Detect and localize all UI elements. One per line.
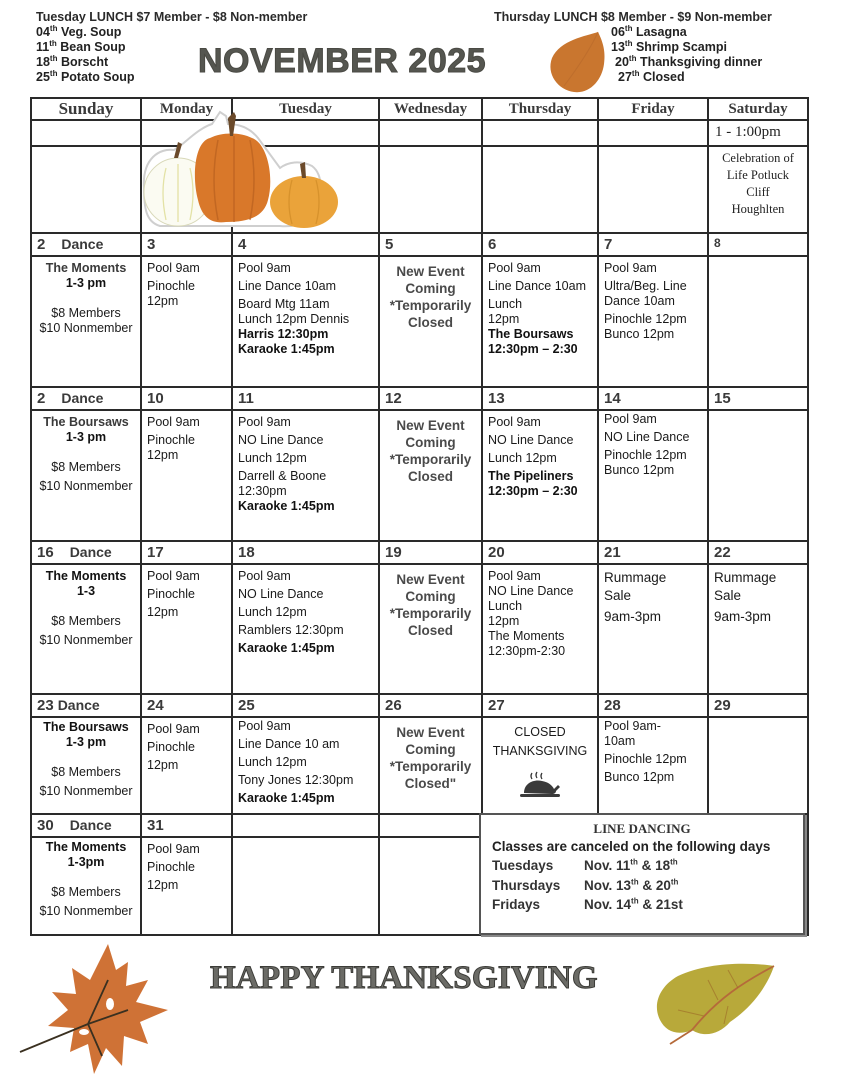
- lunch-item: 06th Lasagna: [611, 23, 687, 39]
- day-events: Pool 9am NO Line Dance Lunch 12pm Darrell & Boone 12:30pm Karaoke 1:45pm: [238, 415, 335, 513]
- day-number: 7: [604, 236, 613, 253]
- line-dancing-notice: [479, 813, 805, 935]
- lunch-item: 20th Thanksgiving dinner: [615, 53, 763, 69]
- day-events: Pool 9am NO Line Dance Pinochle 12pm Bunco 12pm: [604, 412, 690, 477]
- maple-leaf-icon: [18, 940, 178, 1076]
- tuesday-lunch-header: Tuesday LUNCH $7 Member - $8 Non-member: [36, 10, 308, 24]
- day-number: 17: [147, 544, 164, 561]
- day-events: Rummage Sale 9am-3pm: [604, 570, 667, 624]
- page-title: NOVEMBER 2025: [198, 42, 487, 80]
- lunch-item: 27th Closed: [618, 68, 685, 84]
- saturday-1-time: 1 - 1:00pm: [715, 124, 781, 140]
- leaf-icon: [546, 30, 608, 96]
- day-number: 27: [488, 697, 505, 714]
- thursday-lunch-menu: [494, 10, 772, 85]
- notice-row: Tuesdays Nov. 11th & 18th: [492, 857, 678, 873]
- roast-turkey-icon: [518, 769, 562, 799]
- yellow-leaf-icon: [648, 960, 778, 1046]
- thanksgiving-closed: CLOSED THANKSGIVING: [483, 718, 597, 809]
- day-number: 14: [604, 390, 621, 407]
- dance-event: The Moments 1-3 pm $8 Members $10 Nonmember: [39, 261, 133, 335]
- thursday-lunch-header: Thursday LUNCH $8 Member - $9 Non-member: [494, 10, 772, 24]
- day-number: 4: [238, 236, 247, 253]
- day-number: 8: [714, 236, 721, 250]
- day-events: Pool 9am- 10am Pinochle 12pm Bunco 12pm: [604, 719, 687, 784]
- day-number: 25: [238, 697, 255, 714]
- lunch-item: 13th Shrimp Scampi: [611, 38, 727, 54]
- saturday-1-event: Celebration of Life Potluck Cliff Houghlten: [722, 151, 794, 216]
- notice-row: Thursdays Nov. 13th & 20th: [492, 877, 679, 893]
- week-2-date-row: [31, 387, 808, 410]
- day-number: 13: [488, 390, 505, 407]
- day-number: 28: [604, 697, 621, 714]
- day-number: 26: [385, 697, 402, 714]
- day-number: 11: [238, 390, 254, 407]
- day-number: 16 Dance: [37, 544, 112, 561]
- weekday-tuesday: Tuesday: [232, 98, 379, 120]
- day-number: 23 Dance: [37, 697, 100, 714]
- day-events: Pool 9am Pinochle 12pm: [147, 415, 200, 462]
- day-events: Pool 9am Pinochle 12pm: [147, 569, 200, 619]
- weekday-friday: Friday: [598, 98, 708, 120]
- day-events: Pool 9am Line Dance 10am Board Mtg 11am Lunch 12pm Dennis Harris 12:30pm Karaoke 1:45pm: [238, 261, 350, 356]
- day-number: 3: [147, 236, 156, 253]
- day-events: Rummage Sale 9am-3pm: [714, 570, 777, 624]
- weekday-sunday: Sunday: [31, 98, 141, 120]
- week-1-date-row: [31, 233, 808, 256]
- day-number: 2 Dance: [37, 236, 104, 253]
- wednesday-notice: New Event Coming *Temporarily Closed: [389, 264, 472, 330]
- dance-event: The Moments 1-3 $8 Members $10 Nonmember: [39, 569, 133, 647]
- dance-event: The Moments 1-3pm $8 Members $10 Nonmember: [39, 840, 133, 918]
- day-number: 30 Dance: [37, 817, 112, 834]
- dance-event: The Boursaws 1-3 pm $8 Members $10 Nonmember: [39, 415, 133, 493]
- week-1-content-row: [31, 256, 808, 387]
- day-events: Pool 9am Line Dance 10 am Lunch 12pm Tony Jones 12:30pm Karaoke 1:45pm: [238, 719, 354, 805]
- day-events: Pool 9am Pinochle 12pm: [147, 722, 200, 772]
- day-events: Pool 9am NO Line Dance Lunch 12pm The Pipeliners 12:30pm – 2:30: [488, 415, 578, 498]
- weekday-wednesday: Wednesday: [379, 98, 482, 120]
- day-number: 29: [714, 697, 731, 714]
- day-events: Pool 9am NO Line Dance Lunch 12pm Ramblers 12:30pm Karaoke 1:45pm: [238, 569, 344, 655]
- day-number: 22: [714, 544, 731, 561]
- day-number: 24: [147, 697, 164, 714]
- weekday-monday: Monday: [141, 98, 232, 120]
- lunch-item: 18th Borscht: [36, 53, 109, 69]
- day-number: 21: [604, 544, 621, 561]
- wednesday-notice: New Event Coming *Temporarily Closed": [389, 725, 472, 791]
- wednesday-notice: New Event Coming *Temporarily Closed: [389, 418, 472, 484]
- day-number: 5: [385, 236, 394, 253]
- day-number: 18: [238, 544, 255, 561]
- dance-event: The Boursaws 1-3 pm $8 Members $10 Nonmember: [39, 720, 133, 798]
- lunch-item: 25th Potato Soup: [36, 68, 135, 84]
- day-number: 19: [385, 544, 402, 561]
- day-number: 20: [488, 544, 505, 561]
- day-number: 31: [147, 817, 164, 834]
- week-2-content-row: [31, 410, 808, 541]
- day-events: Pool 9am Pinochle 12pm: [147, 842, 200, 892]
- week-4-content-row: [31, 717, 808, 814]
- day-events: Pool 9am Pinochle 12pm: [147, 261, 200, 308]
- day-events: Pool 9am NO Line Dance Lunch 12pm The Moments 12:30pm-2:30: [488, 569, 574, 658]
- notice-title: LINE DANCING: [593, 821, 691, 836]
- day-number: 12: [385, 390, 402, 407]
- weekday-thursday: Thursday: [482, 98, 598, 120]
- week-3-content-row: [31, 564, 808, 694]
- happy-thanksgiving-banner: HAPPY THANKSGIVING: [210, 960, 598, 996]
- weekday-saturday: Saturday: [708, 98, 808, 120]
- wednesday-notice: New Event Coming *Temporarily Closed: [389, 572, 472, 638]
- day-number: 10: [147, 390, 164, 407]
- lunch-item: 04th Veg. Soup: [36, 23, 122, 39]
- day-number: 6: [488, 236, 497, 253]
- lunch-item: 11th Bean Soup: [36, 38, 126, 54]
- week-4-date-row: [31, 694, 808, 717]
- notice-subtitle: Classes are canceled on the following days: [492, 839, 771, 854]
- day-number: 2 Dance: [37, 390, 104, 407]
- notice-row: Fridays Nov. 14th & 21st: [492, 896, 683, 912]
- pumpkins-icon: [140, 108, 348, 232]
- week-3-date-row: [31, 541, 808, 564]
- day-events: Pool 9am Line Dance 10am Lunch 12pm The Boursaws 12:30pm – 2:30: [488, 261, 586, 356]
- day-number: 15: [714, 390, 731, 407]
- day-events: Pool 9am Ultra/Beg. Line Dance 10am Pinochle 12pm Bunco 12pm: [604, 261, 687, 341]
